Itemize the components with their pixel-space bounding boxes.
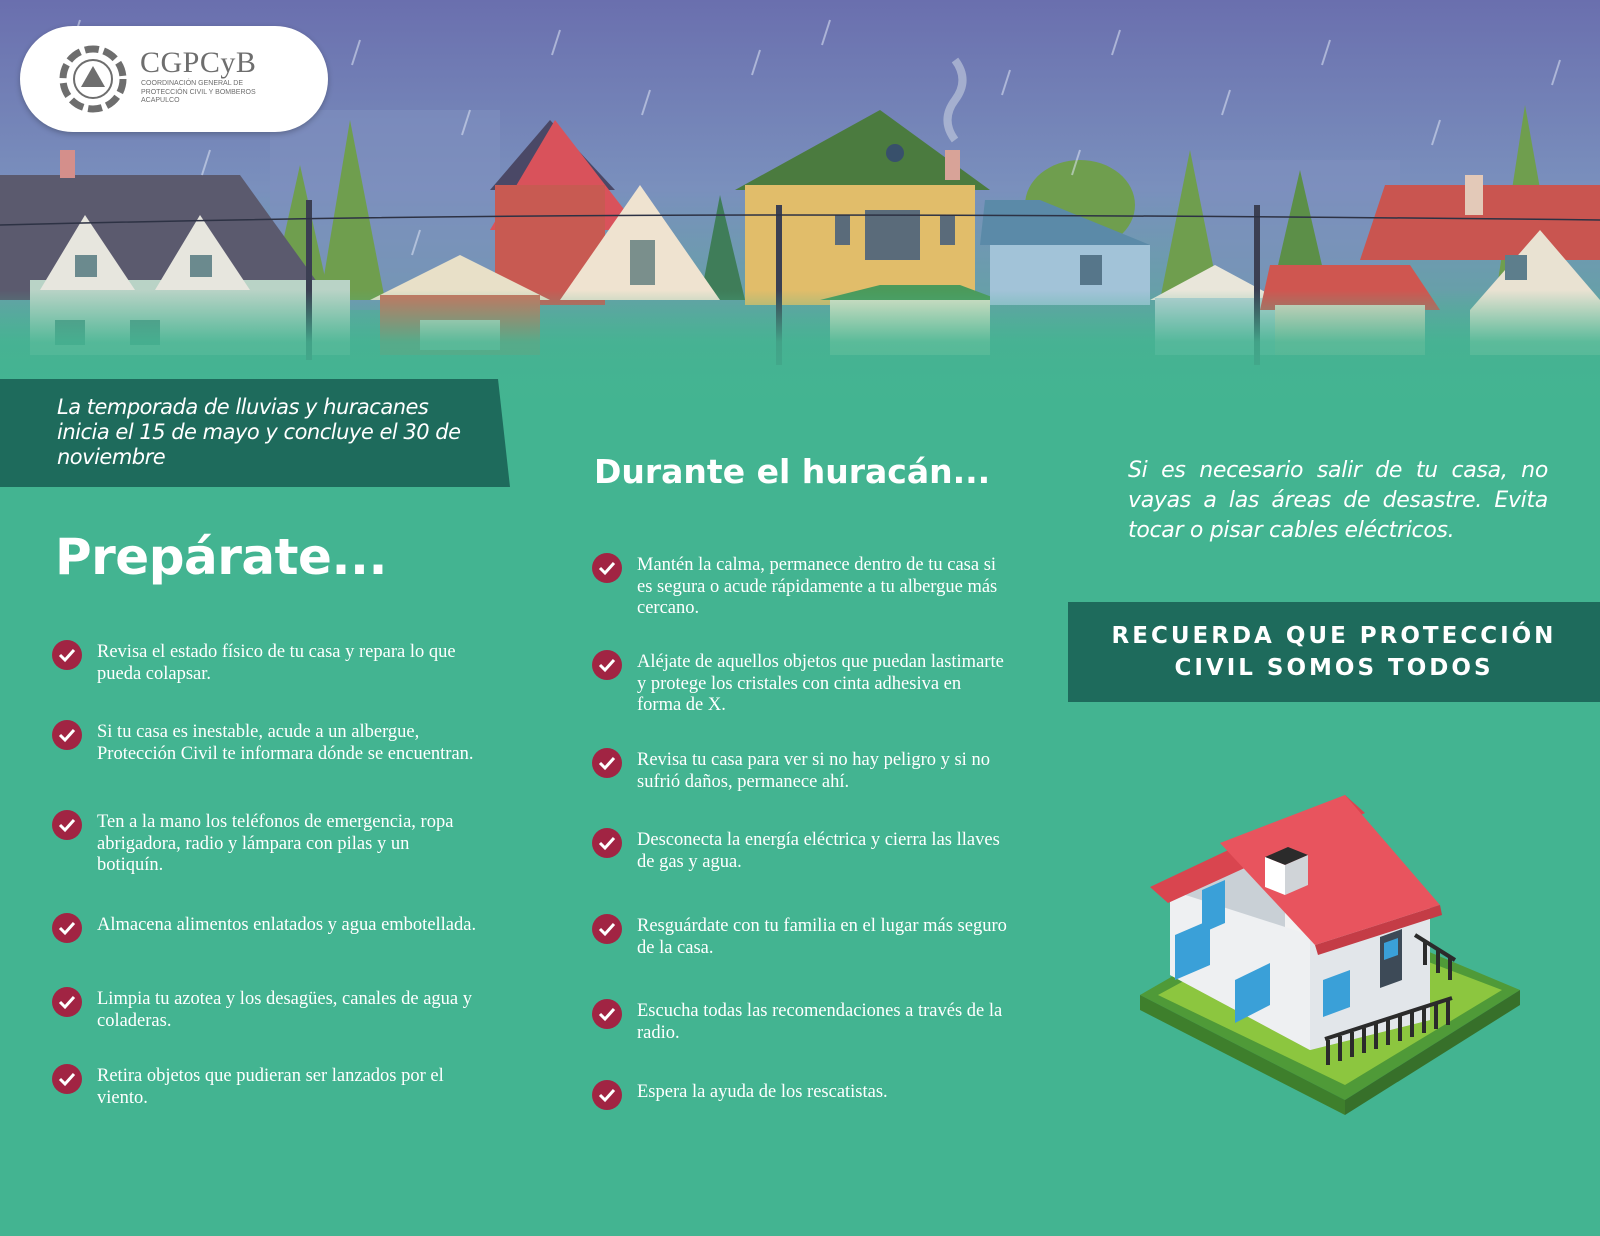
season-banner-text: La temporada de lluvias y huracanes inicia el 15 de mayo y concluye el 30 de noviembre — [57, 395, 461, 469]
check-icon — [52, 640, 82, 670]
list-item-text: Ten a la mano los teléfonos de emergencia, ropa abrigadora, radio y lámpara con pilas y un botiquín. — [97, 812, 454, 875]
remember-line-1: RECUERDA QUE PROTECCIÓN — [1111, 623, 1557, 649]
list-item-text: Retira objetos que pudieran ser lanzados por el viento. — [97, 1066, 444, 1108]
protection-civil-emblem-icon — [58, 44, 128, 114]
list-item-text: Espera la ayuda de los rescatistas. — [637, 1082, 888, 1102]
list-item-text: Si tu casa es inestable, acude a un albergue, Protección Civil te informara dónde se encuentran. — [97, 722, 474, 764]
check-icon — [592, 914, 622, 944]
check-icon — [592, 1080, 622, 1110]
remember-line-2: CIVIL SOMOS TODOS — [1174, 655, 1494, 681]
list-item-text: Almacena alimentos enlatados y agua embotellada. — [97, 915, 477, 935]
check-icon — [592, 828, 622, 858]
list-item-text: Revisa tu casa para ver si no hay peligro y si no sufrió daños, permanece ahí. — [637, 750, 990, 792]
check-icon — [52, 1064, 82, 1094]
logo-subtitle: COORDINACIÓN GENERAL DE PROTECCIÓN CIVIL Y BOMBEROS ACAPULCO — [141, 80, 256, 104]
check-icon — [52, 987, 82, 1017]
check-icon — [592, 650, 622, 680]
check-icon — [592, 748, 622, 778]
list-item-text: Revisa el estado físico de tu casa y repara lo que pueda colapsar. — [97, 642, 456, 684]
list-item-text: Resguárdate con tu familia en el lugar más seguro de la casa. — [637, 916, 1007, 958]
during-title: Durante el huracán... — [594, 452, 991, 491]
house-illustration — [1140, 795, 1535, 1125]
prepare-title: Prepárate... — [55, 528, 387, 586]
list-item-text: Mantén la calma, permanece dentro de tu casa si es segura o acude rápidamente a tu albergue más cercano. — [637, 555, 998, 618]
list-item-text: Aléjate de aquellos objetos que puedan lastimarte y protege los cristales con cinta adhesiva en forma de X. — [637, 652, 1004, 715]
list-item-text: Desconecta la energía eléctrica y cierra las llaves de gas y agua. — [637, 830, 1000, 872]
check-icon — [52, 913, 82, 943]
check-icon — [592, 999, 622, 1029]
remember-banner-text — [1068, 620, 1600, 684]
check-icon — [52, 720, 82, 750]
logo-name: CGPCyB — [140, 46, 257, 79]
check-icon — [592, 553, 622, 583]
list-item-text: Escucha todas las recomendaciones a través de la radio. — [637, 1001, 1003, 1043]
advice-text: Si es necesario salir de tu casa, no vayas a las áreas de desastre. Evita tocar o pisar cables eléctricos. — [1128, 458, 1548, 543]
list-item-text: Limpia tu azotea y los desagües, canales de agua y coladeras. — [97, 989, 472, 1031]
check-icon — [52, 810, 82, 840]
